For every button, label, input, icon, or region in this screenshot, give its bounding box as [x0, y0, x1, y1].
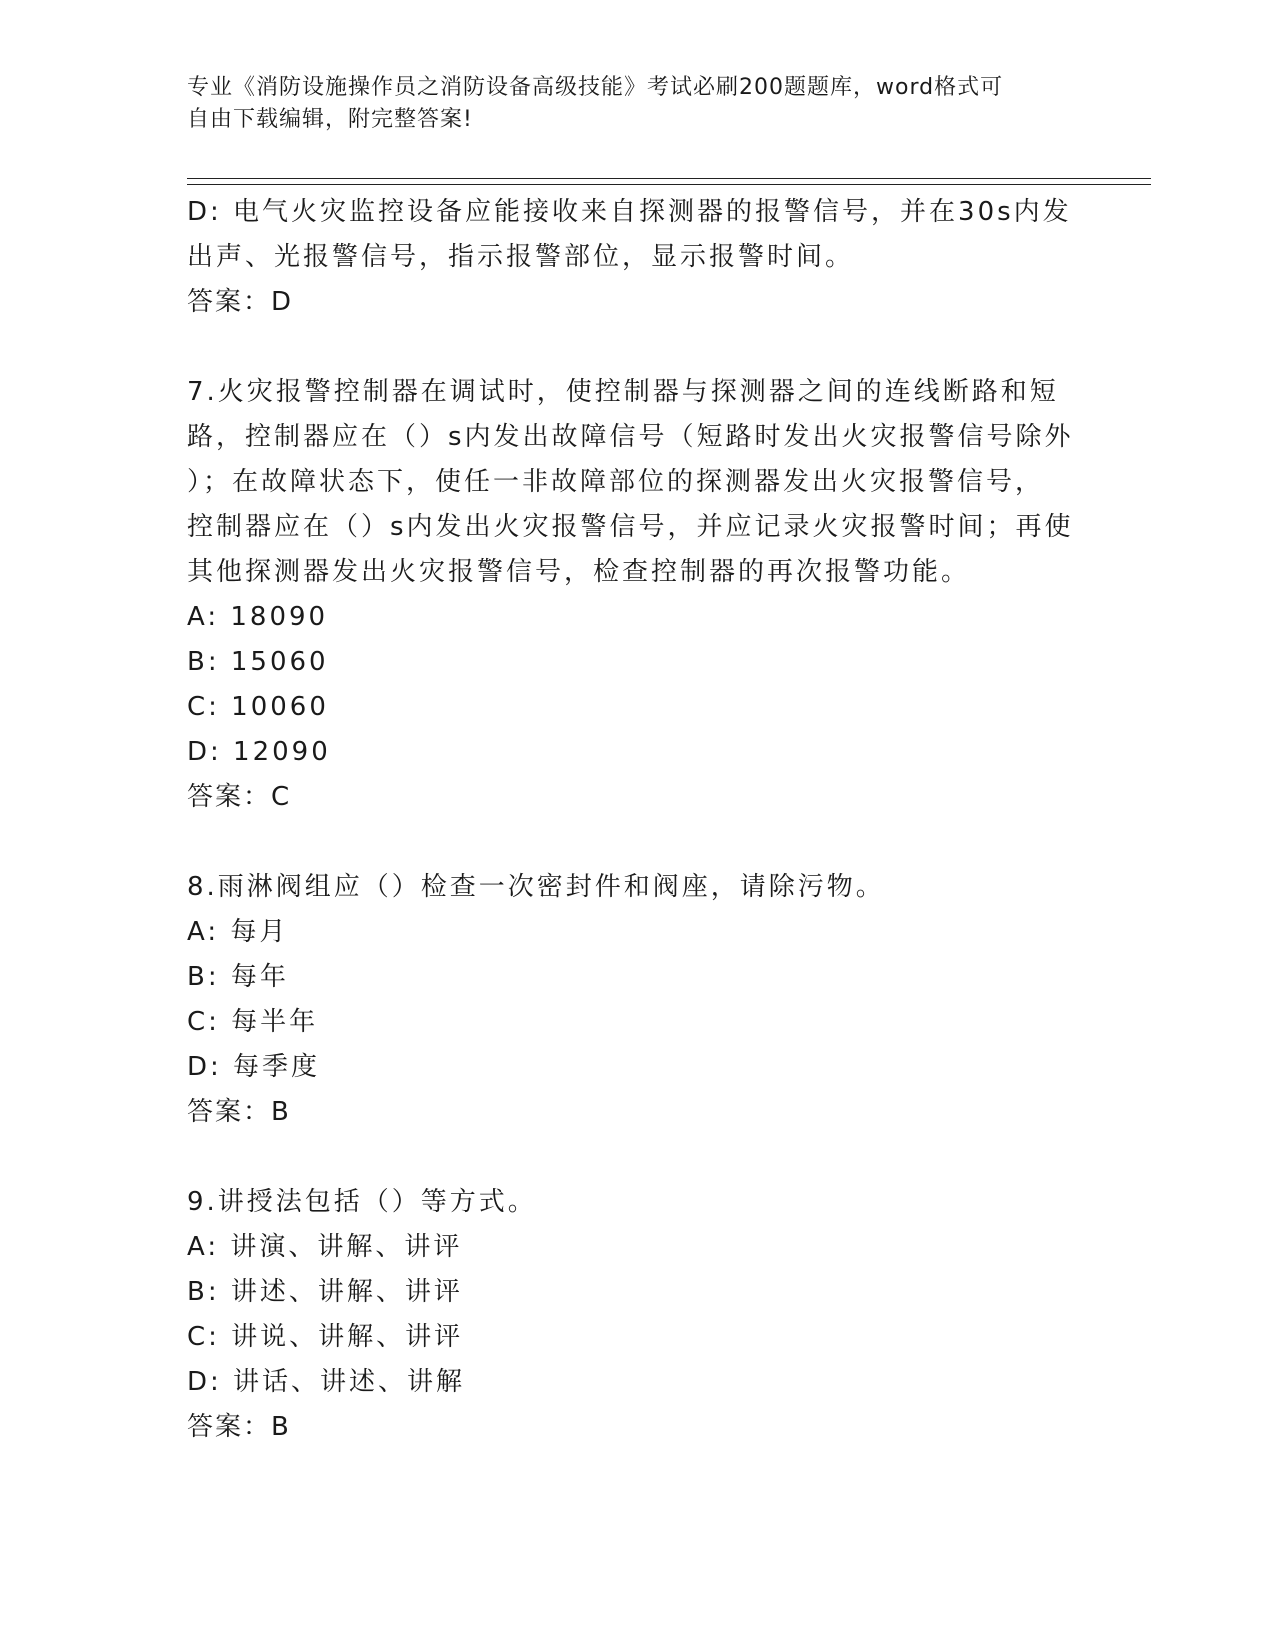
q9-answer: 答案：B [187, 1412, 291, 1442]
header-divider [187, 178, 1151, 185]
q9-option-d: D: 讲话、讲述、讲解 [187, 1367, 466, 1397]
q8-answer: 答案：B [187, 1097, 291, 1127]
q7-stem-line-4: 控制器应在（）s内发出火灾报警信号，并应记录火灾报警时间；再使 [187, 512, 1074, 542]
header-line-2: 自由下载编辑，附完整答案! [187, 107, 473, 132]
q8-option-a: A: 每月 [187, 917, 289, 947]
prev-option-d-line-1: D: 电气火灾监控设备应能接收来自探测器的报警信号，并在30s内发 [187, 197, 1072, 227]
q8-stem: 8.雨淋阀组应（）检查一次密封件和阀座，请除污物。 [187, 872, 885, 902]
question-content [187, 190, 1087, 1450]
spacer [187, 325, 1087, 370]
q8-option-c: C: 每半年 [187, 1007, 319, 1037]
q8-option-b: B: 每年 [187, 962, 289, 992]
q7-answer: 答案：C [187, 782, 292, 812]
q7-stem-line-5: 其他探测器发出火灾报警信号，检查控制器的再次报警功能。 [187, 557, 971, 587]
q7-stem-line-3: ）；在故障状态下，使任一非故障部位的探测器发出火灾报警信号， [187, 467, 1045, 497]
q7-stem-line-1: 7.火灾报警控制器在调试时，使控制器与探测器之间的连线断路和短 [187, 377, 1059, 407]
q7-option-d: D: 12090 [187, 737, 331, 767]
prev-option-d-line-2: 出声、光报警信号，指示报警部位，显示报警时间。 [187, 242, 855, 272]
q9-stem: 9.讲授法包括（）等方式。 [187, 1187, 537, 1217]
spacer [187, 820, 1087, 865]
q7-stem-line-2: 路，控制器应在（）s内发出故障信号（短路时发出火灾报警信号除外 [187, 422, 1074, 452]
q8-option-d: D: 每季度 [187, 1052, 321, 1082]
spacer [187, 1135, 1087, 1180]
q9-option-c: C: 讲说、讲解、讲评 [187, 1322, 464, 1352]
q9-option-b: B: 讲述、讲解、讲评 [187, 1277, 463, 1307]
q7-option-b: B: 15060 [187, 647, 329, 677]
header-line-1: 专业《消防设施操作员之消防设备高级技能》考试必刷200题题库，word格式可 [187, 75, 1004, 100]
prev-answer: 答案：D [187, 287, 294, 317]
q9-option-a: A: 讲演、讲解、讲评 [187, 1232, 463, 1262]
q7-option-a: A: 18090 [187, 602, 329, 632]
document-header [187, 72, 1067, 136]
q7-option-c: C: 10060 [187, 692, 329, 722]
